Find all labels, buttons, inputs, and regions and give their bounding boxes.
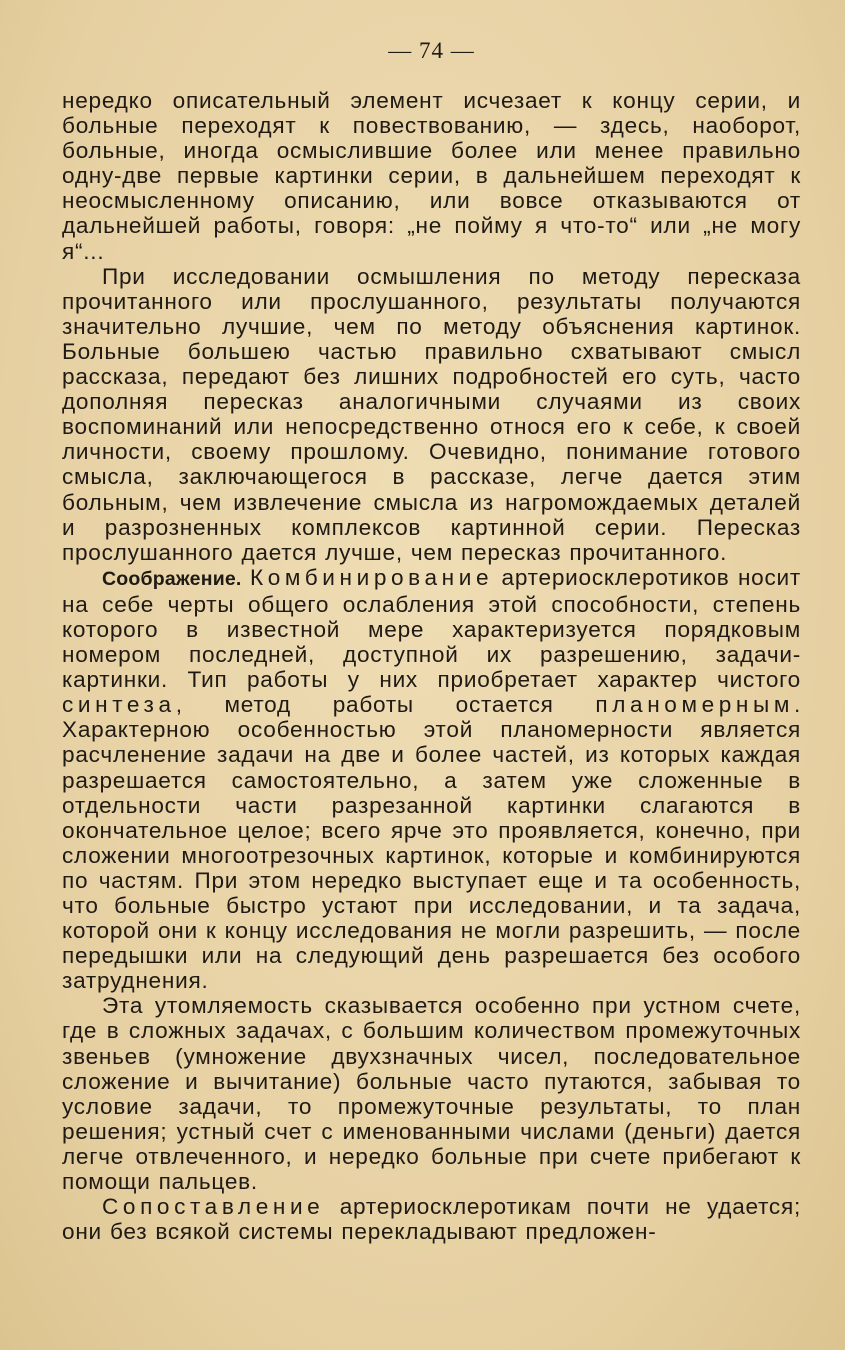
emphasized-term: синтеза xyxy=(62,692,176,718)
text-run: нередко описательный элемент исчезает к концу серии, и больные переходят к повествованию, — здесь, наоборот, больные, иногда осмыслившие более или менее правильно одну-две первые картинки серии, в дальнейшем переходят к неосмысленному описанию, или вовсе отказываются от дальнейшей работы, говоря: „не пойму я что-то“ или „не могу я“... xyxy=(62,88,801,264)
text-run: артериосклеротикам почти не удается; они без всякой системы перекладывают предложен- xyxy=(62,1194,801,1245)
page-body xyxy=(62,88,801,1244)
text-run: артериосклеротиков носит на себе черты общего ослабления этой способности, степень которого в известной мере характеризуется порядковым номером последней, доступной их разрешению, задачи-картинки. Тип работы у них приобретает характер чистого xyxy=(62,564,802,693)
emphasized-term: планомерным xyxy=(595,692,794,718)
emphasized-term: Комбинирование xyxy=(249,564,494,590)
text-run: При исследовании осмышления по методу пересказа прочитанного или прослушанного, результаты получаются значительно лучшие, чем по методу объяснения картинок. Больные большею частью правильно схватывают смысл рассказа, передают без лишних подробностей его суть, часто дополняя пересказ аналогичными случаями из своих воспоминаний или непосредственно относя его к себе, к своей личности, своему прошлому. Очевидно, понимание готового смысла, заключающегося в рассказе, легче дается этим больным, чем извлечение смысла из нагромождаемых деталей и разрозненных комплексов картинной серии. Пересказ прослушанного дается лучше, чем пересказ прочитанного. xyxy=(62,263,801,565)
text-run xyxy=(242,565,250,590)
section-runin-heading: Соображение. xyxy=(102,567,242,590)
paragraph xyxy=(62,264,801,565)
text-run: . Характерною особенностью этой планомерности является расчленение задачи на две и более частей, из которых каждая разрешается самостоятельно, а затем уже сложенные в отдельности части разрезанной картинки слагаются в окончательное целое; всего ярче это проявляется, конечно, при сложении многоотрезочных картинок, которые и комбинируются по частям. При этом нередко выступает еще и та особенность, что больные быстро устают при исследовании, и та задача, которой они к концу исследования не могли разрешить, — после передышки или на следующий день разрешается без особого затруднения. xyxy=(62,692,801,994)
text-run: Эта утомляемость сказывается особенно при устном счете, где в сложных задачах, с большим количеством промежуточных звеньев (умножение двухзначных чисел, последовательное сложение и вычитание) больные часто путаются, забывая то условие задачи, то промежуточные результаты, то план решения; устный счет с именованными числами (деньги) дается легче отвлеченного, и нередко больные при счете прибегают к помощи пальцев. xyxy=(62,993,801,1195)
page-number: — 74 — xyxy=(388,38,475,63)
paragraph xyxy=(62,88,801,264)
text-run: , метод работы остается xyxy=(175,692,596,718)
paragraph xyxy=(62,1194,801,1244)
paragraph xyxy=(62,565,801,994)
paragraph xyxy=(62,993,801,1194)
emphasized-term: Сопоставление xyxy=(102,1194,325,1220)
